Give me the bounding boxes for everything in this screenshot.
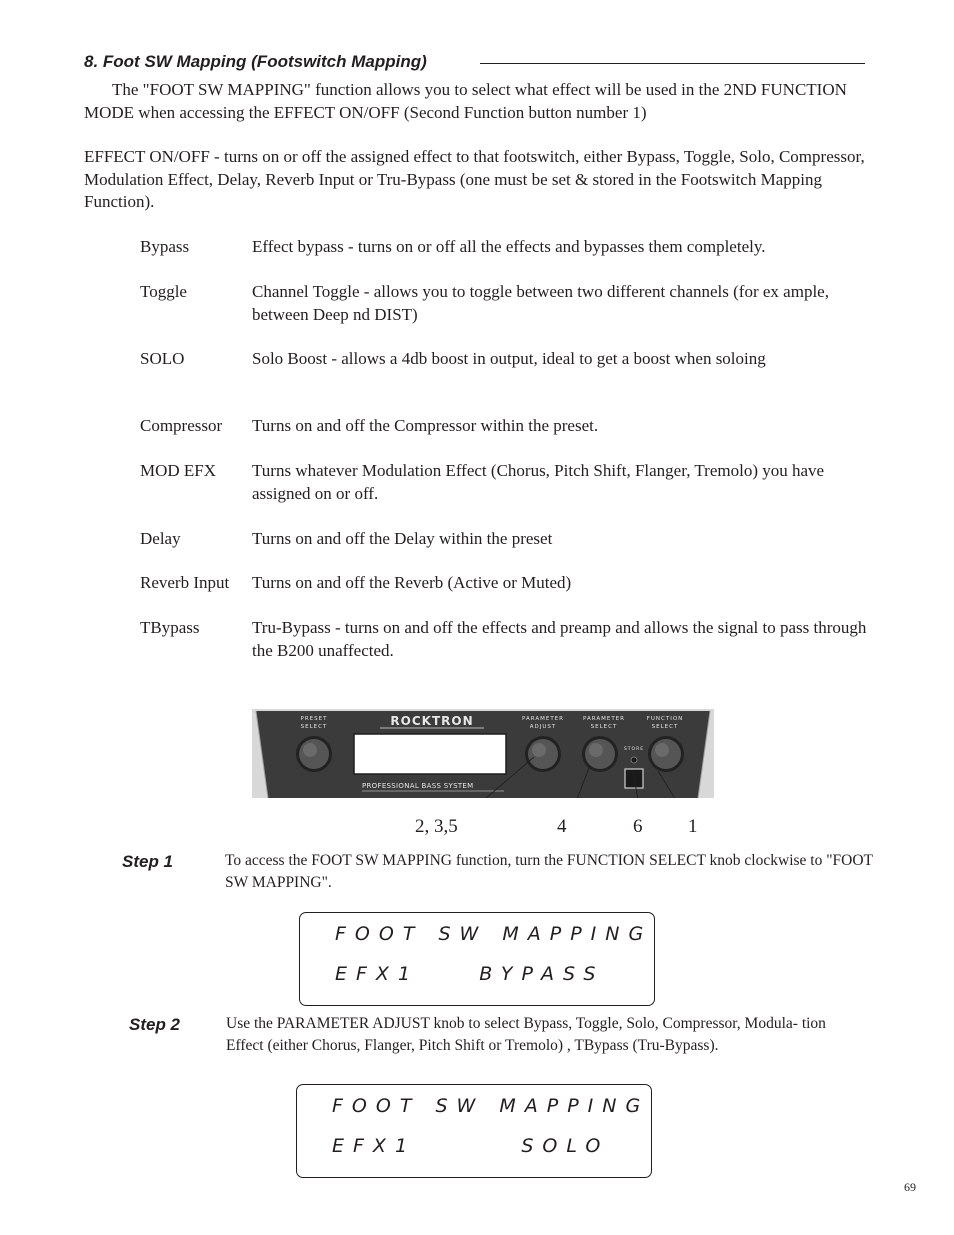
lcd-line-1: FOOT SW MAPPING [332,1095,650,1117]
section-heading: 8. Foot SW Mapping (Footswitch Mapping) [84,52,427,71]
definition-term: Delay [140,529,181,548]
page-number: 69 [904,1180,916,1194]
definition-term: Toggle [140,282,187,301]
preset-select-label-2: SELECT [300,724,328,730]
function-select-label-1: FUNCTION [646,716,684,722]
definition-desc: Solo Boost - allows a 4db boost in output, ideal to get a boost when soloing [252,349,766,368]
parameter-select-label-2: SELECT [590,724,618,730]
lcd-line-2: EFX1 SOLO [332,1135,610,1157]
effect-onoff-paragraph: EFFECT ON/OFF - turns on or off the assigned effect to that footswitch, either Bypass, Toggle, Solo, Compressor, Modulation Effect, Delay, Reverb Input or Tru-Bypass (one must be set & stored in the Footswitch Mapping Function). [84,147,865,211]
store-label: STORE [623,747,645,752]
intro-paragraph: The "FOOT SW MAPPING" function allows you to select what effect will be used in the 2ND FUNCTION MODE when accessing the EFFECT ON/OFF (Second Function button number 1) [84,80,847,122]
callout-function-select: 1 [688,816,698,837]
preset-select-knob [296,736,332,772]
definition-term: SOLO [140,349,185,368]
definition-term: Compressor [140,416,223,435]
parameter-adjust-label-2: ADJUST [529,724,557,730]
lcd-line-1: FOOT SW MAPPING [335,923,653,945]
step-2-text: Use the PARAMETER ADJUST knob to select Bypass, Toggle, Solo, Compressor, Modula- tion Effect (either Chorus, Flanger, Pitch Shift or Tremolo) , TBypass (Tru-Bypass). [226,1015,826,1054]
callout-parameter-adjust: 2, 3,5 [415,816,458,837]
function-select-label-2: SELECT [651,724,679,730]
lcd-window [354,734,506,774]
system-label: PROFESSIONAL BASS SYSTEM [362,782,474,790]
lcd-display-step-1 [299,912,655,1006]
callout-parameter-select: 4 [557,816,567,837]
function-select-knob [648,736,684,772]
preset-select-label-1: PRESET [300,716,328,722]
step-2-label: Step 2 [129,1015,181,1034]
step-1-text: To access the FOOT SW MAPPING function, turn the FUNCTION SELECT knob clockwise to "FOOT SW MAPPING". [225,852,873,891]
brand-logo: ROCKTRON [390,714,474,728]
definition-desc: Tru-Bypass - turns on and off the effects and preamp and allows the signal to pass through the B200 unaffected. [252,618,867,660]
parameter-adjust-knob [525,736,561,772]
definition-desc: Turns on and off the Reverb (Active or Muted) [252,573,572,592]
callout-store: 6 [633,816,643,837]
definition-desc: Effect bypass - turns on or off all the effects and bypasses them completely. [252,237,766,256]
definition-term: Reverb Input [140,573,230,592]
lcd-display-step-2 [296,1084,652,1178]
definition-desc: Channel Toggle - allows you to toggle between two different channels (for ex ample, between Deep nd DIST) [252,282,829,324]
parameter-select-label-1: PARAMETER [583,716,625,722]
definition-desc: Turns on and off the Compressor within the preset. [252,416,599,435]
definition-term: MOD EFX [140,461,217,480]
lcd-line-2: EFX1 BYPASS [335,963,605,985]
front-panel-illustration [252,709,714,798]
parameter-select-knob [582,736,618,772]
definition-term: TBypass [140,618,200,637]
parameter-adjust-label-1: PARAMETER [522,716,564,722]
definition-term: Bypass [140,237,190,256]
definition-desc: Turns on and off the Delay within the preset [252,529,553,548]
heading-rule [480,63,865,64]
store-led [631,757,637,763]
definition-desc: Turns whatever Modulation Effect (Chorus, Pitch Shift, Flanger, Tremolo) you have assigned on or off. [252,461,825,503]
step-1-label: Step 1 [122,852,174,871]
